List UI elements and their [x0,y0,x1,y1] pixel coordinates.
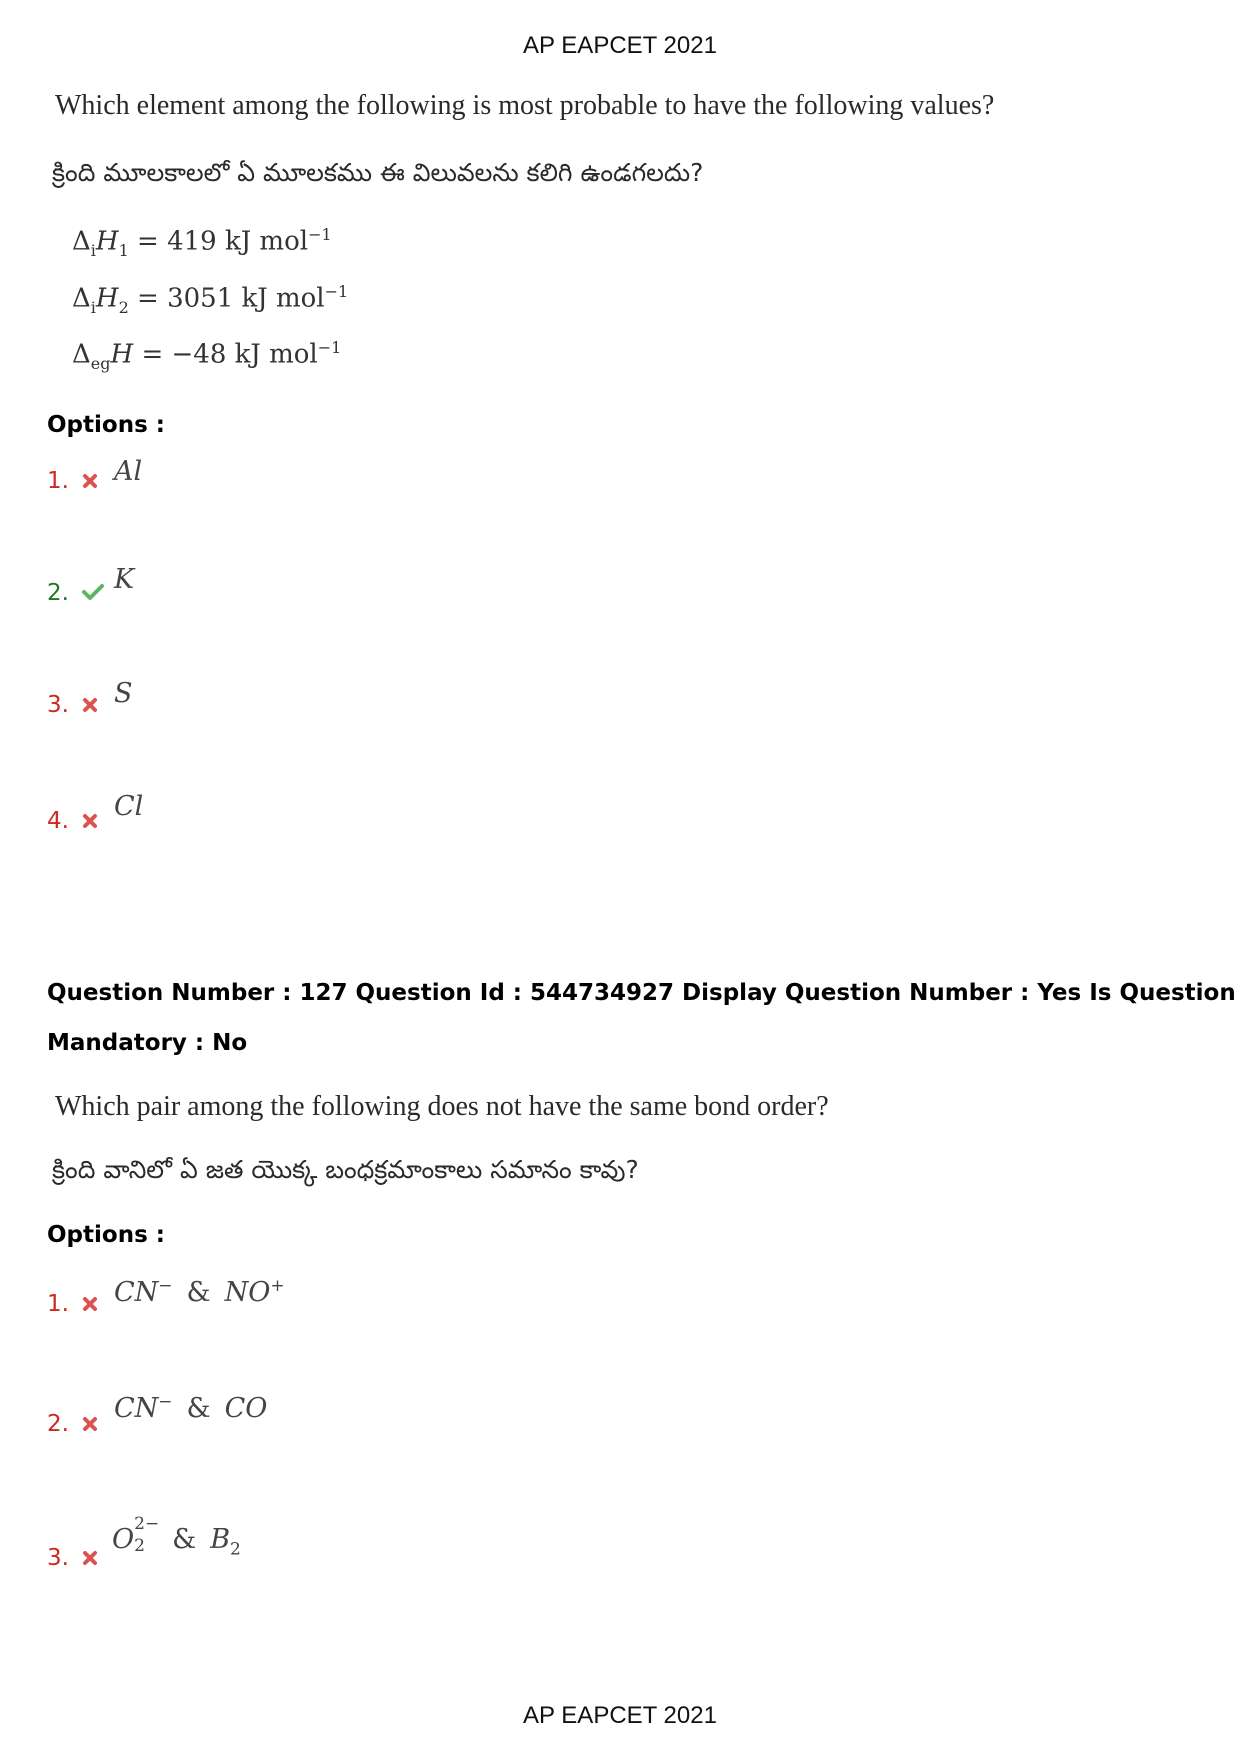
options-label: Options : [47,412,165,438]
option-3-number: 3. [47,692,98,719]
question-meta-line-1: Question Number : 127 Question Id : 544734927 Display Question Number : Yes Is Question [47,980,1236,1006]
page-header: AP EAPCET 2021 [523,32,717,59]
option-2-number: 2. [47,580,104,607]
wrong-mark-icon [82,1412,98,1438]
option-3-number: 3. [47,1545,98,1572]
question-text-english: Which element among the following is most probable to have the following values? [55,90,995,121]
wrong-mark-icon [82,469,98,495]
options-label: Options : [47,1222,165,1248]
option-1-number: 1. [47,468,98,495]
wrong-mark-icon [82,1546,98,1572]
equation-ionization-enthalpy-1: $\Delta_iH_1 = 419$ kJ mol$^{-1}$ [72,225,332,260]
question-meta-line-2: Mandatory : No [47,1030,248,1056]
option-2-value: K [114,564,135,595]
question-text-english: Which pair among the following does not have the same bond order? [55,1091,829,1122]
option-4-value: Cl [114,791,144,822]
option-3-value: O 2− 2 & $B_2$ [112,1514,241,1560]
wrong-mark-icon [82,1292,98,1318]
option-2-number: 2. [47,1411,98,1438]
option-1-number: 1. [47,1291,98,1318]
option-4-number: 4. [47,808,98,835]
correct-check-icon [82,581,104,607]
page-footer: AP EAPCET 2021 [523,1702,717,1729]
wrong-mark-icon [82,809,98,835]
equation-electron-gain-enthalpy: $\Delta_{eg}H = -48$ kJ mol$^{-1}$ [72,338,342,373]
question-text-telugu: క్రింది వానిలో ఏ జత యొక్క బంధక్రమాంకాలు సమానం కావు? [52,1155,639,1184]
question-meta [47,968,1236,1068]
option-1-value: CN− & NO+ [114,1276,285,1308]
equation-ionization-enthalpy-2: $\Delta_iH_2 = 3051$ kJ mol$^{-1}$ [72,282,349,317]
question-text-telugu: క్రింది మూలకాలలో ఏ మూలకము ఈ విలువలను కలిగి ఉండగలదు? [52,158,704,187]
wrong-mark-icon [82,693,98,719]
option-1-value: Al [114,456,143,487]
option-3-value: S [114,678,133,709]
option-2-value: CN− & CO [114,1392,268,1424]
